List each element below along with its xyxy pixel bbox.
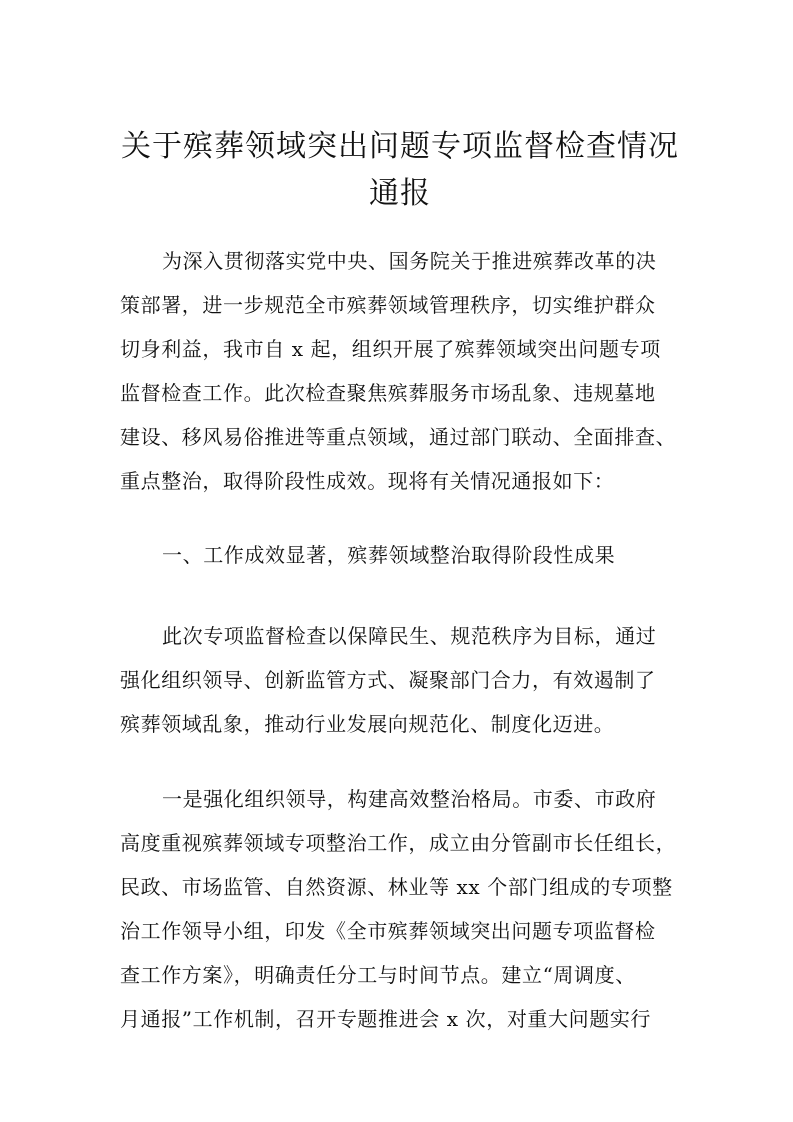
paragraph-3-line-4: 治工作领导小组，印发《全市殡葬领域突出问题专项监督检 — [120, 919, 656, 943]
paragraph-3-line-3: 民政、市场监管、自然资源、林业等 xx 个部门组成的专项整 — [120, 875, 673, 899]
paragraph-3-line-6: 月通报”工作机制，召开专题推进会 x 次，对重大问题实行 — [120, 1007, 652, 1031]
paragraph-1-line-4: 监督检查工作。此次检查聚焦殡葬服务市场乱象、违规墓地 — [120, 381, 656, 405]
paragraph-1-line-2: 策部署，进一步规范全市殡葬领域管理秩序，切实维护群众 — [120, 293, 656, 317]
paragraph-3-line-2: 高度重视殡葬领域专项整治工作，成立由分管副市长任组长， — [120, 831, 677, 855]
paragraph-2-line-1: 此次专项监督检查以保障民生、规范秩序为目标，通过 — [162, 624, 657, 648]
document-title-line-1: 关于殡葬领域突出问题专项监督检查情况 — [121, 129, 679, 164]
paragraph-1-line-5: 建设、移风易俗推进等重点领域，通过部门联动、全面排查、 — [120, 425, 677, 449]
paragraph-2-line-2: 强化组织领导、创新监管方式、凝聚部门合力，有效遏制了 — [120, 668, 656, 692]
document-title-line-2: 通报 — [369, 176, 431, 211]
paragraph-1-line-3: 切身利益，我市自 x 起，组织开展了殡葬领域突出问题专项 — [120, 337, 661, 361]
paragraph-3-line-1: 一是强化组织领导，构建高效整治格局。市委、市政府 — [162, 787, 657, 811]
paragraph-2-line-3: 殡葬领域乱象，推动行业发展向规范化、制度化迈进。 — [120, 712, 615, 736]
paragraph-1-line-6: 重点整治，取得阶段性成效。现将有关情况通报如下： — [120, 469, 615, 493]
paragraph-3-line-5: 查工作方案》，明确责任分工与时间节点。建立“周调度、 — [120, 963, 636, 987]
section-heading-1: 一、工作成效显著，殡葬领域整治取得阶段性成果 — [162, 543, 616, 567]
paragraph-1-line-1: 为深入贯彻落实党中央、国务院关于推进殡葬改革的决 — [162, 249, 657, 273]
